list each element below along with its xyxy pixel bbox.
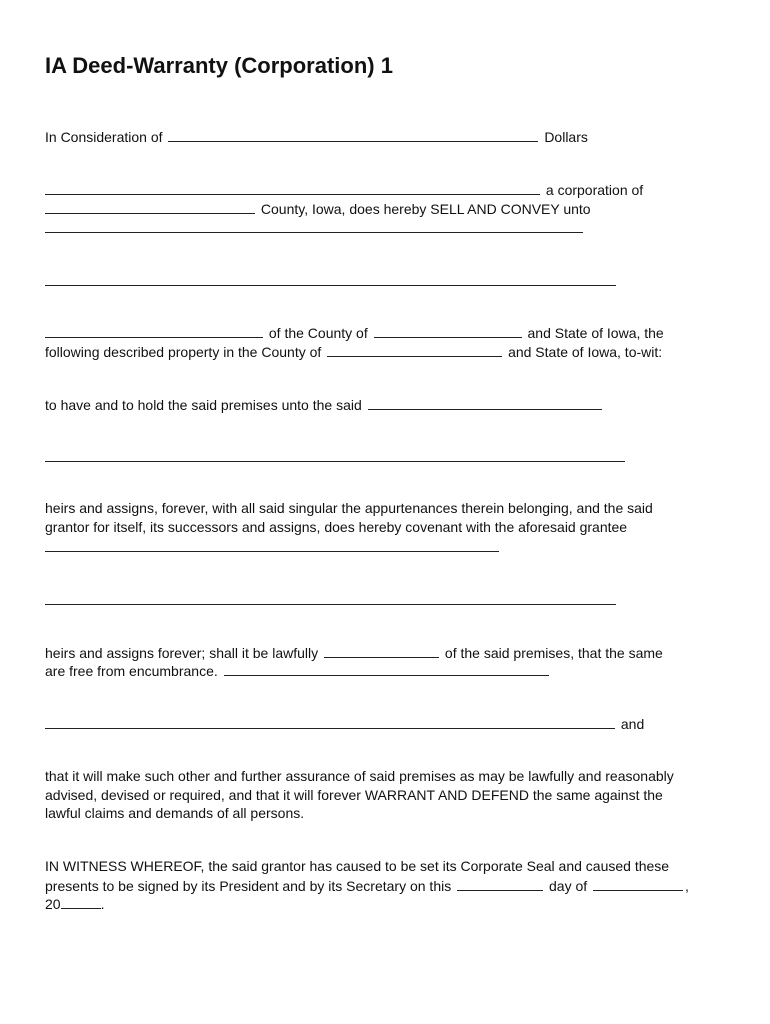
covenant-line-2: grantor for itself, its successors and assigns, does hereby covenant with the aforesaid grantee [45, 519, 628, 535]
property-state-towit: and State of Iowa, to-wit: [508, 344, 663, 360]
grantee-county-line [45, 323, 664, 341]
covenant-line-1: heirs and assigns, forever, with all said singular the appurtenances therein belonging, and the said [45, 500, 653, 516]
assurance-line-3: lawful claims and demands of all persons. [45, 805, 305, 821]
consideration-suffix: Dollars [544, 129, 588, 145]
covenant-grantee-rule-2[interactable] [45, 604, 616, 605]
encumbrance-blank[interactable] [224, 661, 549, 676]
and-text: and [620, 716, 645, 732]
encumbrance-text: are free from encumbrance. [45, 663, 218, 679]
grantee-state-iowa-the: and State of Iowa, the [527, 325, 664, 341]
covenant-grantee-rule-1[interactable] [45, 551, 499, 552]
witness-line-2 [45, 876, 689, 894]
document-title: IA Deed-Warranty (Corporation) 1 [45, 53, 393, 78]
property-prefix: following described property in the County of [45, 344, 322, 360]
seized-prefix: heirs and assigns forever; shall it be lawfully [45, 645, 319, 661]
witness-month-blank[interactable] [593, 876, 683, 891]
witness-comma: , [685, 878, 689, 894]
property-county-blank[interactable] [327, 342, 502, 357]
grantee-name-rule-2[interactable] [45, 285, 616, 286]
grantor-county-text: County, Iowa, does hereby SELL AND CONVEY unto [260, 201, 591, 217]
witness-year-line [45, 894, 104, 912]
grantee-county-blank[interactable] [374, 323, 522, 338]
grantee-name-rule-1[interactable] [45, 232, 583, 233]
habendum-text: to have and to hold the said premises unto the said [45, 397, 362, 413]
assurance-line-1: that it will make such other and further assurance of said premises as may be lawfully and reasonably [45, 768, 674, 784]
seized-line-1 [45, 643, 663, 661]
grantor-county-blank[interactable] [45, 199, 255, 214]
habendum-grantee-blank[interactable] [368, 395, 602, 410]
witness-year-blank[interactable] [61, 894, 101, 909]
and-line [45, 714, 644, 732]
habendum-rule[interactable] [45, 461, 625, 462]
and-blank[interactable] [45, 714, 615, 729]
consideration-line [45, 127, 588, 145]
grantor-name-line [45, 180, 643, 198]
witness-day-blank[interactable] [457, 876, 543, 891]
seized-suffix: of the said premises, that the same [444, 645, 663, 661]
grantor-name-blank[interactable] [45, 180, 540, 195]
assurance-line-2: advised, devised or required, and that it will forever WARRANT AND DEFEND the same against the [45, 787, 663, 803]
habendum-line [45, 395, 604, 413]
property-county-line [45, 342, 662, 360]
seized-blank[interactable] [324, 643, 439, 658]
witness-year-prefix: 20 [45, 896, 61, 912]
witness-line-1: IN WITNESS WHEREOF, the said grantor has caused to be set its Corporate Seal and caused these [45, 858, 670, 874]
grantor-corp-suffix: a corporation of [545, 182, 644, 198]
witness-signed-prefix: presents to be signed by its President and by its Secretary on this [45, 878, 452, 894]
grantee-residence-blank[interactable] [45, 323, 263, 338]
consideration-amount-blank[interactable] [168, 127, 538, 142]
grantor-county-line [45, 199, 591, 217]
witness-period: . [100, 896, 105, 912]
witness-day-of: day of [549, 878, 588, 894]
grantee-county-of: of the County of [268, 325, 368, 341]
consideration-prefix: In Consideration of [45, 129, 163, 145]
seized-line-2 [45, 661, 551, 679]
